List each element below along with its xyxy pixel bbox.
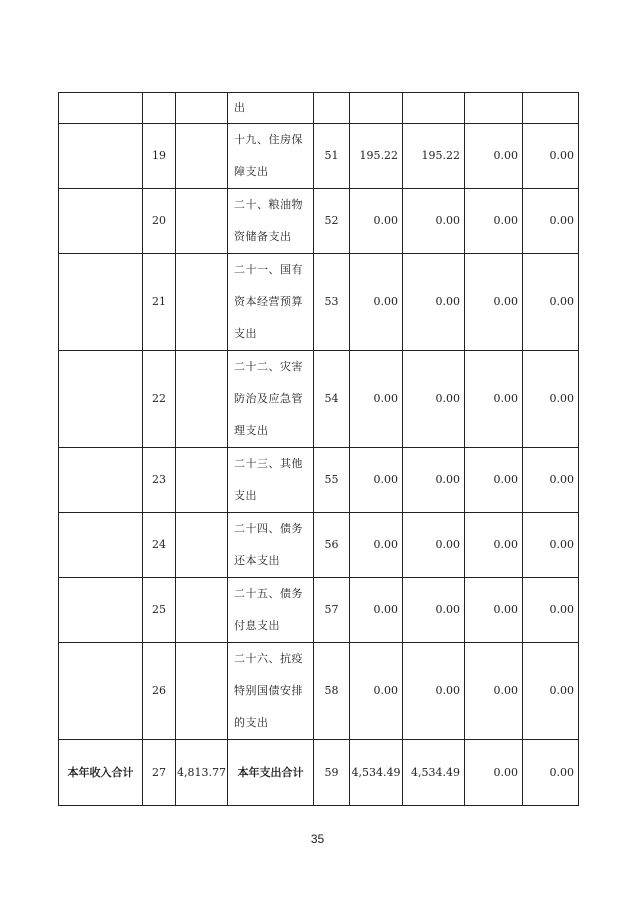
other-cell: 0.00 [523,351,579,448]
total-cell: 0.00 [350,643,403,740]
income-amount-cell [176,448,228,513]
income-item-cell [59,448,143,513]
income-row-no-cell: 22 [143,351,176,448]
income-item-cell [59,351,143,448]
income-amount-cell [176,124,228,189]
income-amount-cell [176,513,228,578]
income-item-cell [59,643,143,740]
basic-cell: 0.00 [403,513,465,578]
basic-cell [403,93,465,124]
project-cell: 0.00 [465,124,523,189]
total-cell: 0.00 [350,513,403,578]
table-row [59,124,579,189]
other-cell: 0.00 [523,643,579,740]
expense-total-other: 0.00 [523,740,579,806]
income-amount-cell [176,189,228,254]
total-cell [350,93,403,124]
income-item-cell [59,513,143,578]
income-item-cell [59,254,143,351]
budget-table-container [58,92,579,806]
income-amount-cell [176,254,228,351]
line-no-cell: 58 [314,643,350,740]
income-amount-cell [176,93,228,124]
line-no-cell: 57 [314,578,350,643]
basic-cell: 195.22 [403,124,465,189]
income-total-amount: 4,813.77 [176,740,228,806]
table-row [59,643,579,740]
total-cell: 0.00 [350,189,403,254]
income-row-no-cell: 25 [143,578,176,643]
total-cell: 0.00 [350,578,403,643]
total-cell: 0.00 [350,351,403,448]
totals-row [59,740,579,806]
expense-total-line-no: 59 [314,740,350,806]
income-item-cell [59,124,143,189]
income-row-no-cell [143,93,176,124]
budget-table [58,92,579,806]
table-row [59,93,579,124]
project-cell: 0.00 [465,643,523,740]
project-cell: 0.00 [465,351,523,448]
income-total-row-no: 27 [143,740,176,806]
expense-total-basic: 4,534.49 [403,740,465,806]
income-row-no-cell: 24 [143,513,176,578]
basic-cell: 0.00 [403,254,465,351]
table-row [59,351,579,448]
income-amount-cell [176,351,228,448]
income-row-no-cell: 23 [143,448,176,513]
income-item-cell [59,578,143,643]
project-cell [465,93,523,124]
expense-total-project: 0.00 [465,740,523,806]
expense-item-cell: 二十四、债务还本支出 [228,513,314,578]
other-cell: 0.00 [523,254,579,351]
project-cell: 0.00 [465,254,523,351]
expense-item-cell: 二十一、国有资本经营预算支出 [228,254,314,351]
line-no-cell: 53 [314,254,350,351]
income-amount-cell [176,578,228,643]
table-row [59,578,579,643]
other-cell: 0.00 [523,578,579,643]
project-cell: 0.00 [465,513,523,578]
basic-cell: 0.00 [403,643,465,740]
page-number: 35 [310,832,325,846]
other-cell: 0.00 [523,189,579,254]
line-no-cell [314,93,350,124]
expense-item-cell: 二十六、抗疫特别国债安排的支出 [228,643,314,740]
income-item-cell [59,189,143,254]
expense-item-cell: 二十二、灾害防治及应急管理支出 [228,351,314,448]
table-row [59,254,579,351]
other-cell: 0.00 [523,124,579,189]
income-item-cell [59,93,143,124]
total-cell: 0.00 [350,254,403,351]
expense-total-label: 本年支出合计 [228,740,314,806]
income-row-no-cell: 21 [143,254,176,351]
expense-item-cell: 出 [228,93,314,124]
expense-total-amount: 4,534.49 [350,740,403,806]
expense-item-cell: 二十、粮油物资储备支出 [228,189,314,254]
line-no-cell: 54 [314,351,350,448]
line-no-cell: 52 [314,189,350,254]
income-row-no-cell: 26 [143,643,176,740]
total-cell: 195.22 [350,124,403,189]
expense-item-cell: 十九、住房保障支出 [228,124,314,189]
project-cell: 0.00 [465,578,523,643]
basic-cell: 0.00 [403,189,465,254]
basic-cell: 0.00 [403,578,465,643]
basic-cell: 0.00 [403,351,465,448]
table-row [59,448,579,513]
other-cell: 0.00 [523,448,579,513]
expense-item-cell: 二十三、其他支出 [228,448,314,513]
line-no-cell: 51 [314,124,350,189]
income-total-label: 本年收入合计 [59,740,143,806]
expense-item-cell: 二十五、债务付息支出 [228,578,314,643]
other-cell [523,93,579,124]
project-cell: 0.00 [465,448,523,513]
income-row-no-cell: 19 [143,124,176,189]
other-cell: 0.00 [523,513,579,578]
table-row [59,513,579,578]
table-row [59,189,579,254]
line-no-cell: 56 [314,513,350,578]
line-no-cell: 55 [314,448,350,513]
basic-cell: 0.00 [403,448,465,513]
project-cell: 0.00 [465,189,523,254]
income-row-no-cell: 20 [143,189,176,254]
income-amount-cell [176,643,228,740]
total-cell: 0.00 [350,448,403,513]
